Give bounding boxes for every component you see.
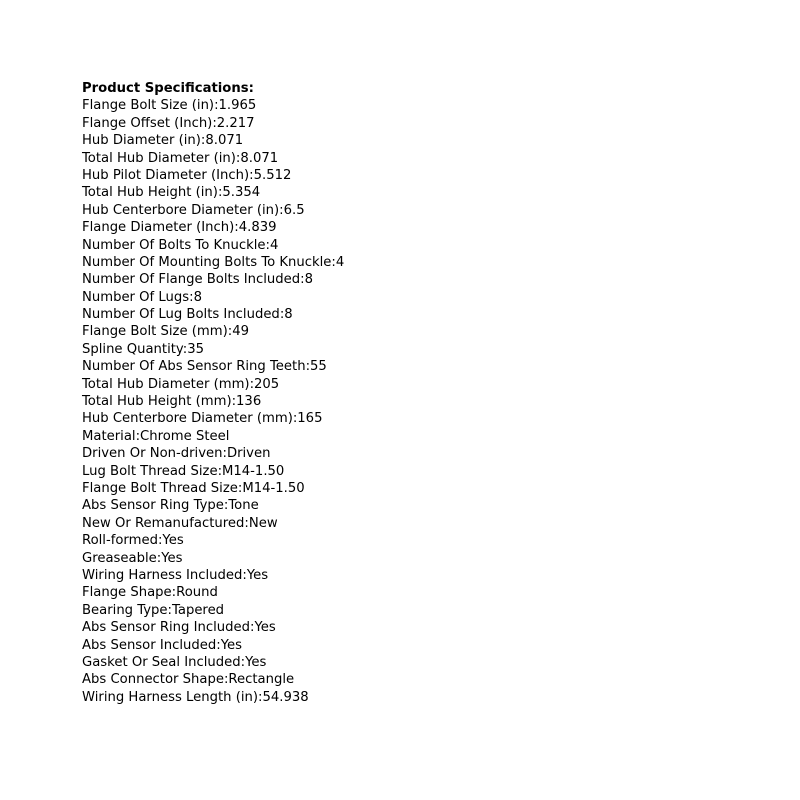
- spec-label: Number Of Flange Bolts Included: [82, 272, 301, 288]
- spec-label: Flange Bolt Thread Size: [82, 480, 238, 496]
- spec-value: Round: [176, 585, 218, 601]
- spec-label: Driven Or Non-driven: [82, 446, 223, 462]
- spec-row: [82, 584, 722, 601]
- spec-label: Abs Sensor Ring Included: [82, 620, 250, 636]
- spec-separator: :: [234, 220, 239, 236]
- spec-value: Tapered: [172, 602, 225, 618]
- spec-value: Tone: [228, 498, 259, 514]
- spec-value: 4: [269, 237, 279, 253]
- spec-label: Gasket Or Seal Included: [82, 654, 241, 670]
- spec-separator: :: [249, 376, 255, 392]
- spec-value: 5.354: [222, 185, 261, 201]
- spec-separator: :: [189, 289, 194, 305]
- spec-value: Yes: [162, 533, 184, 549]
- spec-row: [82, 654, 722, 671]
- spec-value: Yes: [246, 567, 269, 583]
- spec-label: Number Of Mounting Bolts To Knuckle: [82, 254, 332, 270]
- spec-separator: :: [216, 637, 221, 653]
- spec-value: Rectangle: [228, 672, 295, 688]
- spec-separator: :: [249, 620, 255, 636]
- spec-label: Total Hub Height (in): [82, 185, 218, 201]
- spec-row: [82, 132, 722, 149]
- spec-label: Abs Connector Shape: [82, 672, 224, 688]
- spec-value: M14-1.50: [222, 463, 285, 479]
- spec-value: M14-1.50: [242, 480, 305, 496]
- spec-value: Driven: [226, 446, 271, 462]
- spec-row: [82, 550, 722, 567]
- spec-separator: :: [182, 341, 188, 357]
- spec-value: Yes: [254, 620, 276, 636]
- spec-value: 205: [254, 376, 280, 392]
- spec-value: 8: [284, 307, 293, 323]
- spec-label: Spline Quantity: [82, 341, 183, 357]
- spec-label: Number Of Bolts To Knuckle: [82, 237, 266, 253]
- spec-row: [82, 271, 722, 288]
- spec-value: 8.071: [240, 150, 279, 166]
- spec-row: [82, 184, 722, 201]
- spec-separator: :: [331, 254, 336, 270]
- spec-separator: :: [244, 515, 249, 531]
- spec-row: [82, 150, 722, 167]
- spec-separator: :: [249, 167, 254, 183]
- spec-heading: Product Specifications:: [82, 81, 254, 96]
- spec-label: Hub Pilot Diameter (Inch): [82, 167, 250, 183]
- spec-label: Lug Bolt Thread Size: [82, 463, 218, 479]
- spec-separator: :: [156, 550, 162, 566]
- spec-value: 8: [304, 272, 313, 288]
- spec-value: 35: [187, 341, 204, 357]
- spec-row: [82, 237, 722, 254]
- spec-row: [82, 376, 722, 393]
- spec-row: [82, 532, 722, 549]
- spec-label: Abs Sensor Included: [82, 637, 217, 653]
- spec-label: Greaseable: [82, 550, 157, 566]
- spec-separator: :: [265, 237, 270, 253]
- spec-label: Material: [82, 428, 136, 444]
- spec-label: Total Hub Diameter (in): [82, 150, 236, 166]
- spec-separator: :: [217, 185, 223, 201]
- spec-value: 5.512: [253, 167, 292, 183]
- spec-label: Flange Diameter (Inch): [82, 220, 235, 236]
- spec-row: [82, 567, 722, 584]
- spec-value: Yes: [220, 637, 242, 653]
- spec-value: 6.5: [283, 202, 305, 218]
- spec-row: [82, 97, 722, 114]
- spec-label: Bearing Type: [82, 602, 168, 618]
- spec-row: [82, 393, 722, 410]
- spec-row: [82, 358, 722, 375]
- spec-row: [82, 202, 722, 219]
- spec-row: [82, 323, 722, 340]
- spec-separator: :: [235, 150, 241, 166]
- spec-row: [82, 254, 722, 271]
- spec-value: New: [248, 515, 278, 531]
- spec-row: [82, 445, 722, 462]
- spec-value: 55: [310, 359, 327, 375]
- spec-label: Number Of Abs Sensor Ring Teeth: [82, 359, 306, 375]
- spec-label: Wiring Harness Length (in): [82, 689, 259, 705]
- spec-label: Number Of Lug Bolts Included: [82, 307, 280, 323]
- spec-value: Yes: [161, 550, 183, 566]
- spec-row: [82, 428, 722, 445]
- spec-separator: :: [200, 133, 206, 149]
- product-specifications: [82, 80, 722, 706]
- spec-label: Flange Shape: [82, 585, 172, 601]
- spec-separator: :: [157, 533, 163, 549]
- spec-value: 4: [335, 254, 345, 270]
- spec-label: Flange Offset (Inch): [82, 115, 213, 131]
- spec-separator: :: [240, 654, 246, 670]
- spec-value: 165: [297, 411, 323, 427]
- spec-value: 2.217: [216, 115, 255, 131]
- spec-label: Wiring Harness Included: [82, 567, 243, 583]
- spec-separator: :: [214, 98, 219, 114]
- spec-row: [82, 689, 722, 706]
- spec-label: Total Hub Diameter (mm): [82, 376, 250, 392]
- spec-value: Chrome Steel: [140, 428, 230, 444]
- spec-row: [82, 306, 722, 323]
- spec-value: Yes: [245, 654, 267, 670]
- spec-separator: :: [167, 602, 172, 618]
- spec-separator: :: [227, 324, 233, 340]
- spec-separator: :: [279, 202, 284, 218]
- spec-label: Hub Centerbore Diameter (mm): [82, 411, 293, 427]
- spec-label: Abs Sensor Ring Type: [82, 498, 224, 514]
- spec-label: Number Of Lugs: [82, 289, 190, 305]
- spec-row: [82, 497, 722, 514]
- spec-row: [82, 167, 722, 184]
- spec-separator: :: [222, 446, 227, 462]
- spec-separator: :: [217, 463, 223, 479]
- spec-label: Flange Bolt Size (in): [82, 98, 215, 114]
- spec-value: 49: [232, 324, 249, 340]
- spec-separator: :: [292, 411, 298, 427]
- spec-row: [82, 671, 722, 688]
- spec-separator: :: [231, 394, 237, 410]
- spec-value: 8.071: [205, 133, 244, 149]
- spec-label: Flange Bolt Size (mm): [82, 324, 228, 340]
- spec-separator: :: [237, 480, 243, 496]
- spec-row: [82, 463, 722, 480]
- spec-label: Hub Diameter (in): [82, 133, 201, 149]
- spec-separator: :: [223, 498, 229, 514]
- spec-row: [82, 619, 722, 636]
- spec-list: [82, 97, 722, 706]
- spec-row: [82, 515, 722, 532]
- spec-row: [82, 410, 722, 427]
- spec-value: 136: [236, 394, 262, 410]
- spec-separator: :: [171, 585, 177, 601]
- spec-value: 4.839: [238, 220, 277, 236]
- spec-separator: :: [279, 307, 285, 323]
- spec-separator: :: [300, 272, 305, 288]
- spec-separator: :: [223, 672, 229, 688]
- spec-row: [82, 219, 722, 236]
- spec-separator: :: [135, 428, 141, 444]
- spec-value: 54.938: [262, 689, 309, 705]
- spec-separator: :: [242, 567, 247, 583]
- spec-label: Hub Centerbore Diameter (in): [82, 202, 280, 218]
- spec-row: [82, 115, 722, 132]
- spec-separator: :: [305, 359, 311, 375]
- spec-separator: :: [258, 689, 263, 705]
- spec-value: 8: [193, 289, 202, 305]
- spec-label: Total Hub Height (mm): [82, 394, 232, 410]
- spec-row: [82, 602, 722, 619]
- spec-separator: :: [212, 115, 217, 131]
- spec-label: New Or Remanufactured: [82, 515, 245, 531]
- spec-row: [82, 341, 722, 358]
- spec-row: [82, 637, 722, 654]
- spec-row: [82, 480, 722, 497]
- spec-row: [82, 289, 722, 306]
- spec-label: Roll-formed: [82, 533, 158, 549]
- spec-value: 1.965: [218, 98, 257, 114]
